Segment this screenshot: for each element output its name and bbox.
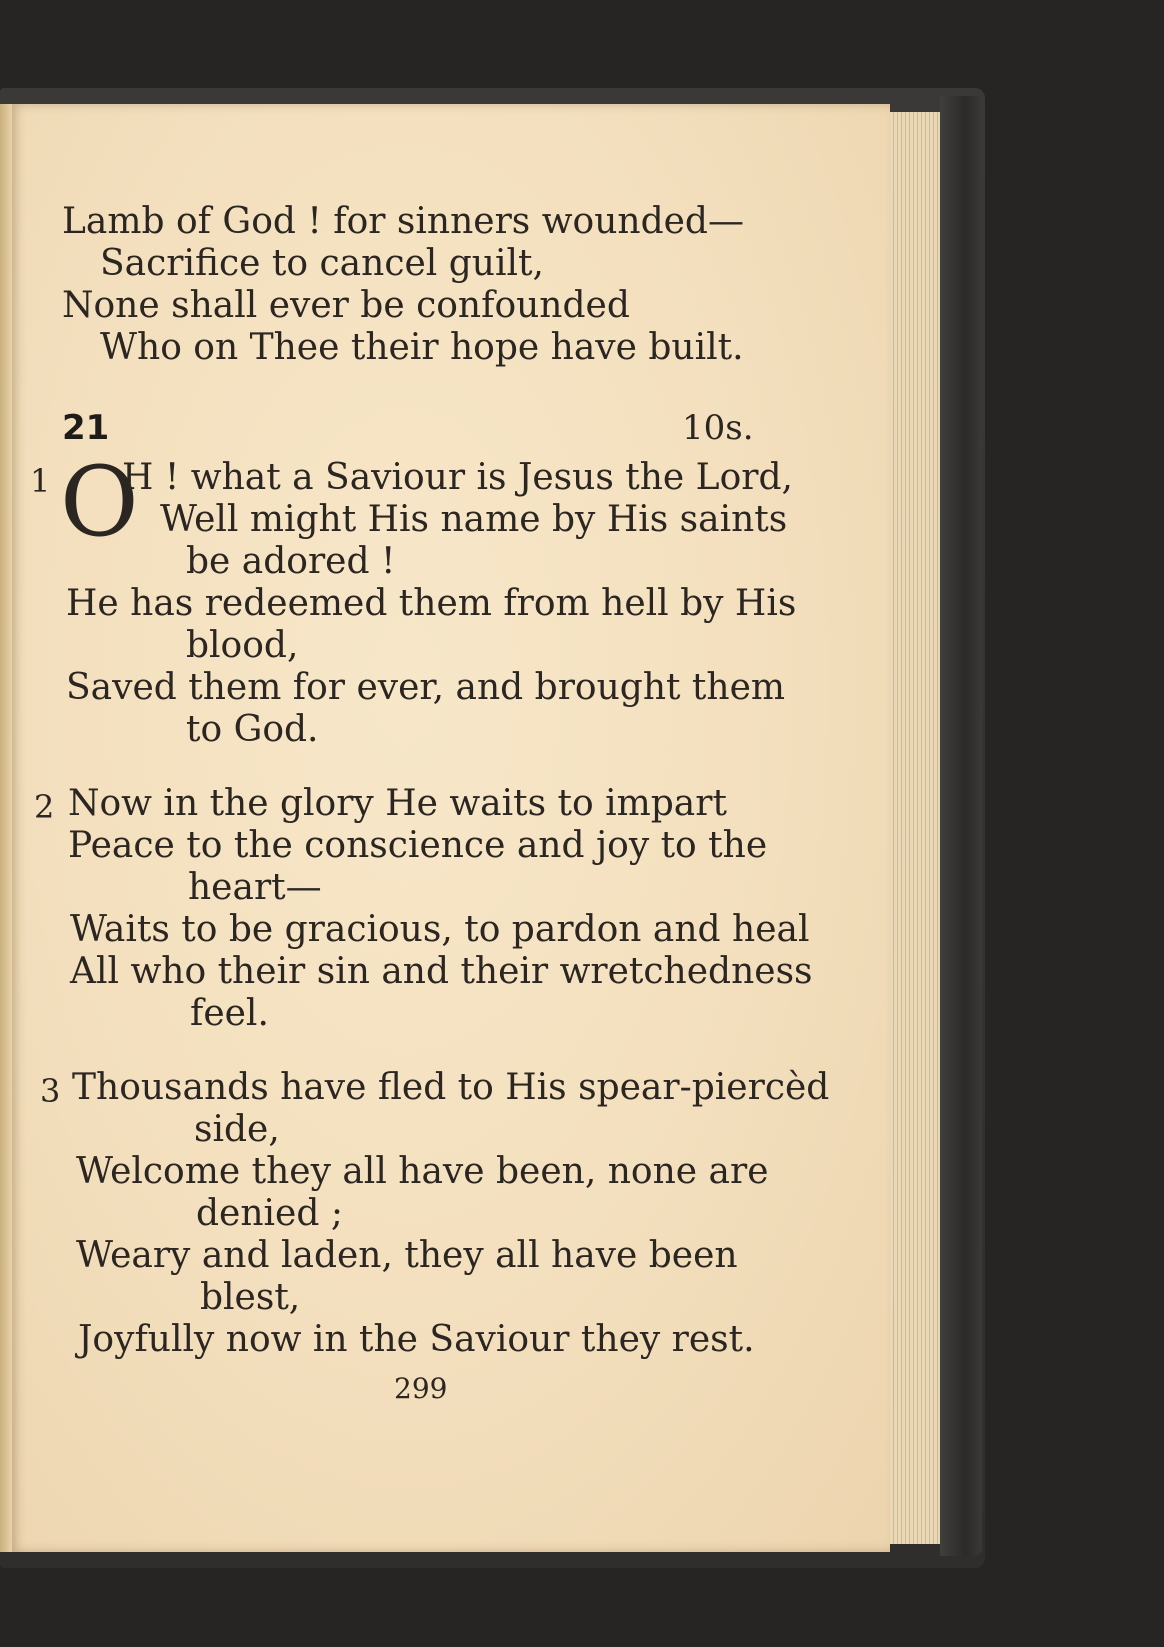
verse-number: 1: [30, 462, 51, 500]
verse-line: be adored !: [186, 541, 396, 582]
verse-line: Joyfully now in the Saviour they rest.: [78, 1319, 755, 1360]
verse-line: All who their sin and their wretchedness: [70, 951, 813, 992]
verse-line: Saved them for ever, and brought them: [66, 667, 786, 708]
verse-line: Waits to be gracious, to pardon and heal: [70, 909, 810, 950]
verse-line: denied ;: [196, 1193, 343, 1234]
verse-line: H ! what a Saviour is Jesus the Lord,: [122, 457, 793, 498]
book-page: [10, 104, 890, 1552]
verse-line: Peace to the conscience and joy to the: [68, 825, 768, 866]
verse-line: blood,: [186, 625, 299, 666]
page-number: 299: [394, 1372, 448, 1405]
stanza-line: Who on Thee their hope have built.: [100, 327, 744, 368]
hymn-meter: 10s.: [682, 408, 754, 448]
hymn-number: 21: [62, 408, 110, 448]
verse-line: to God.: [186, 709, 319, 750]
verse-line: He has redeemed them from hell by His: [66, 583, 797, 624]
verse-line: blest,: [200, 1277, 301, 1318]
page-edges: [890, 112, 940, 1544]
stanza-line: Lamb of God ! for sinners wounded—: [62, 201, 744, 242]
verse-line: Welcome they all have been, none are: [76, 1151, 769, 1192]
verse-number: 2: [34, 788, 55, 826]
verse-line: feel.: [190, 993, 269, 1034]
stanza-line: Sacrifice to cancel guilt,: [100, 243, 544, 284]
verse-number: 3: [40, 1072, 61, 1110]
verse-line: Now in the glory He waits to impart: [68, 783, 727, 824]
verse-line: side,: [194, 1109, 280, 1150]
verse-line: Thousands have fled to His spear-piercèd: [72, 1067, 830, 1108]
book-spine: [940, 96, 982, 1556]
verse-line: heart—: [188, 867, 322, 908]
verse-line: Well might His name by His saints: [160, 499, 788, 540]
gutter-edge: [0, 104, 12, 1552]
drop-cap: O: [60, 446, 139, 558]
verse-line: Weary and laden, they all have been: [76, 1235, 738, 1276]
stanza-line: None shall ever be confounded: [62, 285, 630, 326]
